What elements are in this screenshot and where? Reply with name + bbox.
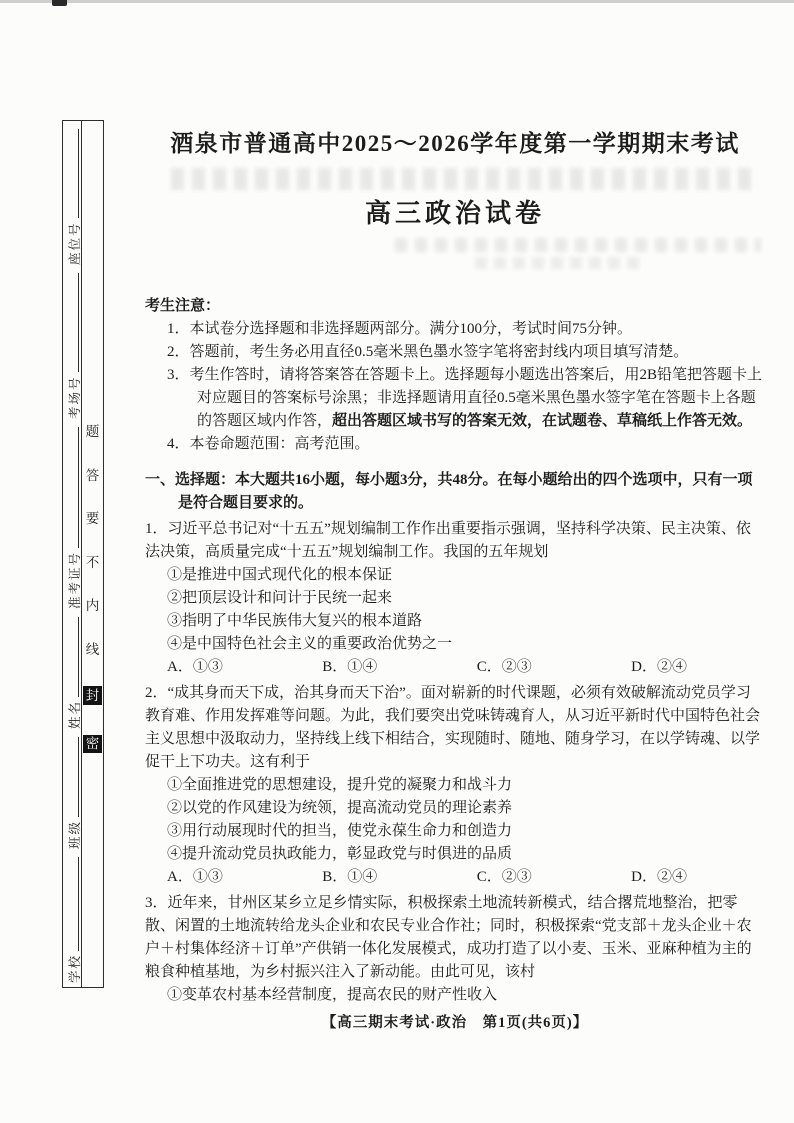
seal-char: 题 <box>85 424 100 439</box>
notice-item-3 <box>167 364 765 433</box>
candidate-notice <box>145 295 765 456</box>
seal-char-highlight: 密 <box>83 735 103 754</box>
seal-char: 内 <box>85 598 100 613</box>
seal-char: 要 <box>85 511 100 526</box>
admission-number-blank-line <box>69 427 79 548</box>
section-heading: 一、选择题：本大题共16小题，每小题3分，共48分。在每小题给出的四个选项中，只有一项是符合题目要求的。 <box>145 472 753 511</box>
question-3 <box>145 892 765 1007</box>
question-1 <box>145 518 765 679</box>
seat-number-label: 座位号 <box>68 221 82 265</box>
name-blank-line <box>69 617 79 697</box>
question-2-choices <box>145 866 765 889</box>
page-footer: 【高三期末考试·政治 第1页(共6页)】 <box>321 1015 589 1031</box>
choice-d: D．②④ <box>631 869 687 885</box>
question-2-option-1: ①全面推进党的思想建设，提升党的凝聚力和战斗力 <box>167 777 513 793</box>
field-exam-room <box>63 267 81 419</box>
question-3-stem: 3．近年来，甘州区某乡立足乡情实际，积极探索土地流转新模式，结合撂荒地整治，把零散、闲置的土地流转给龙头企业和农民专业合作社；同时，积极探索“党支部＋龙头企业＋农户＋村集体经济＋订单”产供销一体化发展模式，成功打造了以小麦、玉米、亚麻种植为主的粮食种植基地，为乡村振兴注入了新动能。由此可见，该村 <box>145 895 752 980</box>
choice-a: A．①③ <box>167 869 223 885</box>
bleedthrough-artifact <box>171 168 751 190</box>
question-1-choices <box>145 656 765 679</box>
question-2-option-3: ③用行动展现时代的担当，使党永葆生命力和创造力 <box>167 823 513 839</box>
class-label: 班级 <box>68 819 82 849</box>
name-label: 姓名 <box>68 699 82 729</box>
notice-heading: 考生注意： <box>145 298 221 314</box>
field-admission-number <box>63 421 81 609</box>
notice-item-3-emphasis: 超出答题区域书写的答案无效，在试题卷、草稿纸上作答无效。 <box>332 413 753 429</box>
exam-room-blank-line <box>69 273 79 372</box>
seal-char: 不 <box>85 554 100 570</box>
choice-d: D．②④ <box>631 659 687 675</box>
notice-item-3-text: 3．考生作答时，请将答案答在答题卡上。选择题每小题选出答案后，用2B铅笔把答题卡上对应题目的答案标号涂黑；非选择题请用直径0.5毫米黑色墨水签字笔在答题卡上各题的答题区域内作答， <box>167 367 763 429</box>
paper-subtitle: 高三政治试卷 <box>364 199 545 228</box>
field-name <box>63 611 81 729</box>
choice-b: B．①④ <box>322 659 378 675</box>
seal-char: 答 <box>85 467 100 483</box>
field-school <box>63 851 81 983</box>
scan-top-edge <box>0 0 794 3</box>
admission-number-label: 准考证号 <box>68 550 82 609</box>
question-1-option-4: ④是中国特色社会主义的重要政治优势之一 <box>167 636 453 652</box>
notice-item-2: 2．答题前，考生务必用直径0.5毫米黑色墨水签字笔将密封线内项目填写清楚。 <box>167 344 689 360</box>
question-1-option-2: ②把顶层设计和问计于民统一起来 <box>167 590 393 606</box>
exam-title: 酒泉市普通高中2025～2026学年度第一学期期末考试 <box>170 131 740 156</box>
exam-content <box>145 118 765 1035</box>
notice-item-1: 1．本试卷分选择题和非选择题两部分。满分100分，考试时间75分钟。 <box>167 321 633 337</box>
notice-item-4: 4．本卷命题范围：高考范围。 <box>167 436 370 452</box>
school-label: 学校 <box>68 953 82 983</box>
bleedthrough-artifact <box>395 238 761 252</box>
choice-c: C．②③ <box>476 659 532 675</box>
class-blank-line <box>69 737 79 817</box>
exam-room-label: 考场号 <box>68 375 82 419</box>
question-2-option-4: ④提升流动党员执政能力，彰显政党与时俱进的品质 <box>167 846 513 862</box>
seal-strip <box>62 120 104 988</box>
seal-char-highlight: 封 <box>83 686 103 705</box>
field-seat-number <box>63 123 81 265</box>
question-2-stem: 2．“成其身而天下成，治其身而天下治”。面对崭新的时代课题，必须有效破解流动党员学习教育难、作用发挥难等问题。为此，我们要突出党味铸魂育人，从习近平新时代中国特色社会主义思想中汲取动力，坚持线上线下相结合，实现随时、随地、随身学习，在以学铸魂、以学促干上下功夫。这有利于 <box>145 685 761 770</box>
question-1-option-3: ③指明了中华民族伟大复兴的根本道路 <box>167 613 423 629</box>
seat-number-blank-line <box>69 129 79 218</box>
choice-b: B．①④ <box>322 869 378 885</box>
question-1-option-1: ①是推进中国式现代化的根本保证 <box>167 567 393 583</box>
question-1-stem: 1．习近平总书记对“十五五”规划编制工作作出重要指示强调，坚持科学决策、民主决策、依法决策，高质量完成“十五五”规划编制工作。我国的五年规划 <box>145 521 751 560</box>
choice-c: C．②③ <box>476 869 532 885</box>
question-3-option-1: ①变革农村基本经营制度，提高农民的财产性收入 <box>167 987 498 1003</box>
seal-char: 线 <box>85 641 100 657</box>
choice-a: A．①③ <box>167 659 223 675</box>
field-class <box>63 731 81 849</box>
question-2-option-2: ②以党的作风建设为统领，提高流动党员的理论素养 <box>167 800 513 816</box>
bleedthrough-artifact <box>475 257 645 269</box>
school-blank-line <box>69 857 79 951</box>
seal-line-text <box>82 121 103 987</box>
scan-artifact <box>52 0 67 6</box>
question-2 <box>145 682 765 889</box>
